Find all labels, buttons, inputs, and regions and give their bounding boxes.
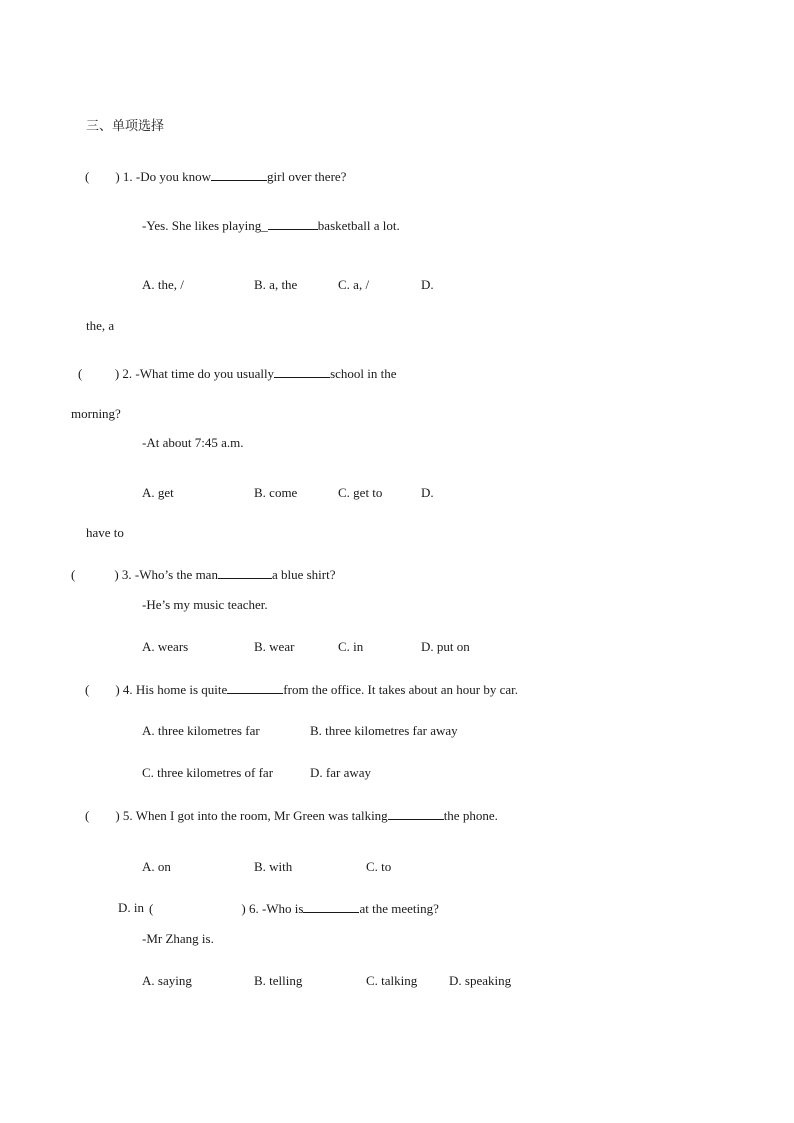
stem-text: girl over there? [267, 169, 347, 184]
option-a[interactable]: A. the, / [142, 277, 184, 292]
question-number: 5. [122, 808, 133, 823]
option-b[interactable]: B. come [254, 485, 298, 500]
option-b[interactable]: B. a, the [254, 277, 298, 292]
question-number: 2. [122, 366, 133, 381]
option-d[interactable]: D. speaking [449, 973, 512, 988]
option-a[interactable]: A. on [142, 859, 171, 874]
question-2-stem [78, 365, 397, 382]
option-d[interactable]: D. in [118, 900, 144, 915]
fill-blank [268, 217, 318, 230]
stem-text: the phone. [443, 808, 498, 823]
option-d-continued: the, a [86, 318, 115, 333]
question-number: 4. [122, 682, 133, 697]
option-c[interactable]: C. in [338, 639, 364, 654]
answer-paren-close[interactable]: ) [241, 901, 246, 916]
fill-blank [211, 168, 267, 181]
fill-blank [218, 566, 272, 579]
option-d[interactable]: D. [421, 485, 434, 500]
option-c[interactable]: C. talking [366, 973, 418, 988]
fill-blank [274, 365, 330, 378]
option-c[interactable]: C. to [366, 859, 392, 874]
stem-text: -Do you know [135, 169, 212, 184]
stem-text: His home is quite [135, 682, 228, 697]
question-number: 1. [122, 169, 133, 184]
option-d-continued: have to [86, 525, 124, 540]
option-a[interactable]: A. saying [142, 973, 192, 988]
question-3-stem [71, 566, 336, 583]
option-d[interactable]: D. far away [310, 765, 371, 780]
option-b[interactable]: B. three kilometres far away [310, 723, 458, 738]
stem-text: school in the [330, 366, 397, 381]
stem-text: at the meeting? [359, 901, 439, 916]
question-number: 3. [121, 567, 132, 582]
question-2-answer-line: -At about 7:45 a.m. [142, 435, 244, 450]
question-2-stem-continued: morning? [71, 406, 121, 421]
option-a[interactable]: A. wears [142, 639, 189, 654]
question-1-stem [85, 168, 346, 185]
answer-paren[interactable]: ( ) [78, 366, 120, 381]
question-3-answer-line: -He’s my music teacher. [142, 597, 268, 612]
stem-text: a blue shirt? [271, 567, 336, 582]
stem-text: -Who is [261, 901, 304, 916]
question-4-stem [85, 681, 518, 698]
option-b[interactable]: B. telling [254, 973, 303, 988]
fill-blank [303, 900, 359, 913]
answer-paren-open[interactable]: ( [149, 901, 154, 916]
answer-paren[interactable]: ( ) [85, 808, 120, 823]
answer-paren[interactable]: ( ) [85, 169, 120, 184]
fill-blank [388, 807, 444, 820]
option-d[interactable]: D. [421, 277, 434, 292]
option-a[interactable]: A. get [142, 485, 174, 500]
stem-text: -Who’s the man [134, 567, 218, 582]
option-b[interactable]: B. with [254, 859, 293, 874]
question-6-stem [149, 900, 439, 917]
answer-paren[interactable]: ( ) [85, 682, 120, 697]
question-number: 6. [248, 901, 259, 916]
stem-text: -What time do you usually [135, 366, 275, 381]
fill-blank [227, 681, 283, 694]
option-c[interactable]: C. three kilometres of far [142, 765, 274, 780]
section-title: 三、单项选择 [86, 119, 165, 134]
option-c[interactable]: C. a, / [338, 277, 370, 292]
stem-text: -Yes. She likes playing_ [142, 218, 268, 233]
stem-text: When I got into the room, Mr Green was talking [135, 808, 388, 823]
stem-text: from the office. It takes about an hour by car. [283, 682, 519, 697]
option-c[interactable]: C. get to [338, 485, 383, 500]
option-a[interactable]: A. three kilometres far [142, 723, 260, 738]
option-d[interactable]: D. put on [421, 639, 470, 654]
stem-text: basketball a lot. [317, 218, 400, 233]
option-b[interactable]: B. wear [254, 639, 295, 654]
question-5-stem [85, 807, 498, 824]
answer-paren[interactable]: ( ) [71, 567, 119, 582]
question-6-answer-line: -Mr Zhang is. [142, 931, 214, 946]
question-1-line2 [142, 217, 400, 234]
